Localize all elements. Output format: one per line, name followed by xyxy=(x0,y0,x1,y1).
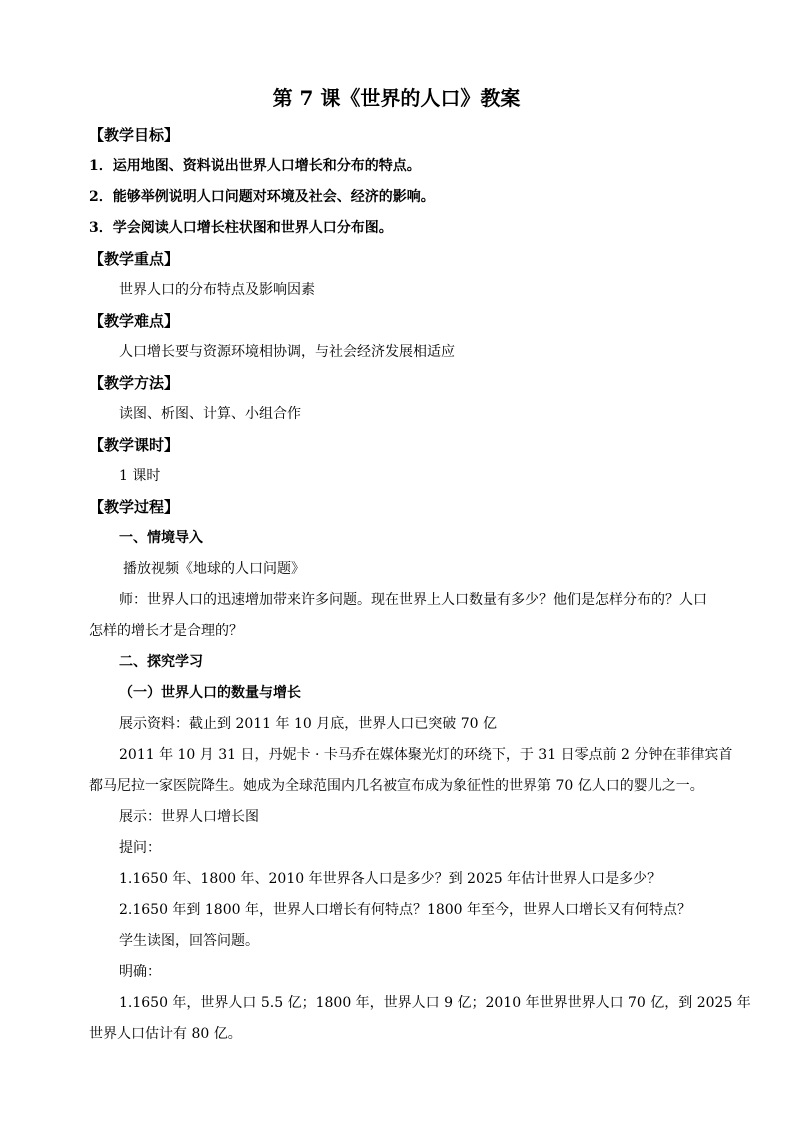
section1-teacher-line-2: 怎样的增长才是合理的？ xyxy=(89,623,243,639)
hours-text: 1 课时 xyxy=(119,468,161,484)
goal-item-1: 1．运用地图、资料说出世界人口增长和分布的特点。 xyxy=(89,158,421,174)
story-line-1: 2011 年 10 月 31 日，丹妮卡 · 卡马乔在媒体聚光灯的环绕下，于 31 日零点前 2 分钟在菲律宾首 xyxy=(119,747,733,763)
show-chart-text: 展示：世界人口增长图 xyxy=(119,809,259,825)
difficulty-text: 人口增长要与资源环境相协调，与社会经济发展相适应 xyxy=(119,344,455,360)
story-line-2: 都马尼拉一家医院降生。她成为全球范围内几名被宣布成为象征性的世界第 70 亿人口的婴儿之一。 xyxy=(89,778,704,794)
process-heading: 【教学过程】 xyxy=(89,498,180,516)
hours-heading: 【教学课时】 xyxy=(89,436,180,454)
difficulty-heading: 【教学难点】 xyxy=(89,312,180,330)
section1-teacher-line-1: 师：世界人口的迅速增加带来许多问题。现在世界上人口数量有多少？他们是怎样分布的？人口 xyxy=(119,592,707,608)
document-title: 第 7 课《世界的人口》教案 xyxy=(272,86,521,110)
students-text: 学生读图，回答问题。 xyxy=(119,933,259,949)
question-label: 提问： xyxy=(119,840,161,856)
method-heading: 【教学方法】 xyxy=(89,374,180,392)
section1-heading: 一、情境导入 xyxy=(119,530,203,546)
key-points-text: 世界人口的分布特点及影响因素 xyxy=(119,282,315,298)
section2-heading: 二、探究学习 xyxy=(119,654,203,670)
material-text: 展示资料：截止到 2011 年 10 月底，世界人口已突破 70 亿 xyxy=(119,716,497,732)
section1-video: 播放视频《地球的人口问题》 xyxy=(123,561,305,577)
answer-line-2: 世界人口估计有 80 亿。 xyxy=(89,1026,242,1042)
goal-item-3: 3．学会阅读人口增长柱状图和世界人口分布图。 xyxy=(89,220,393,236)
clarify-label: 明确： xyxy=(119,964,161,980)
goals-heading: 【教学目标】 xyxy=(89,126,180,144)
subsection1-heading: （一）世界人口的数量与增长 xyxy=(119,685,301,701)
answer-line-1: 1.1650 年，世界人口 5.5 亿；1800 年，世界人口 9 亿；2010 年世界世界人口 70 亿，到 2025 年 xyxy=(119,995,751,1011)
question-2: 2.1650 年到 1800 年，世界人口增长有何特点？1800 年至今，世界人口增长又有何特点？ xyxy=(119,902,692,918)
key-points-heading: 【教学重点】 xyxy=(89,250,180,268)
goal-item-2: 2．能够举例说明人口问题对环境及社会、经济的影响。 xyxy=(89,189,435,205)
question-1: 1.1650 年、1800 年、2010 年世界各人口是多少？到 2025 年估计世界人口是多少？ xyxy=(119,871,662,887)
method-text: 读图、析图、计算、小组合作 xyxy=(119,406,301,422)
